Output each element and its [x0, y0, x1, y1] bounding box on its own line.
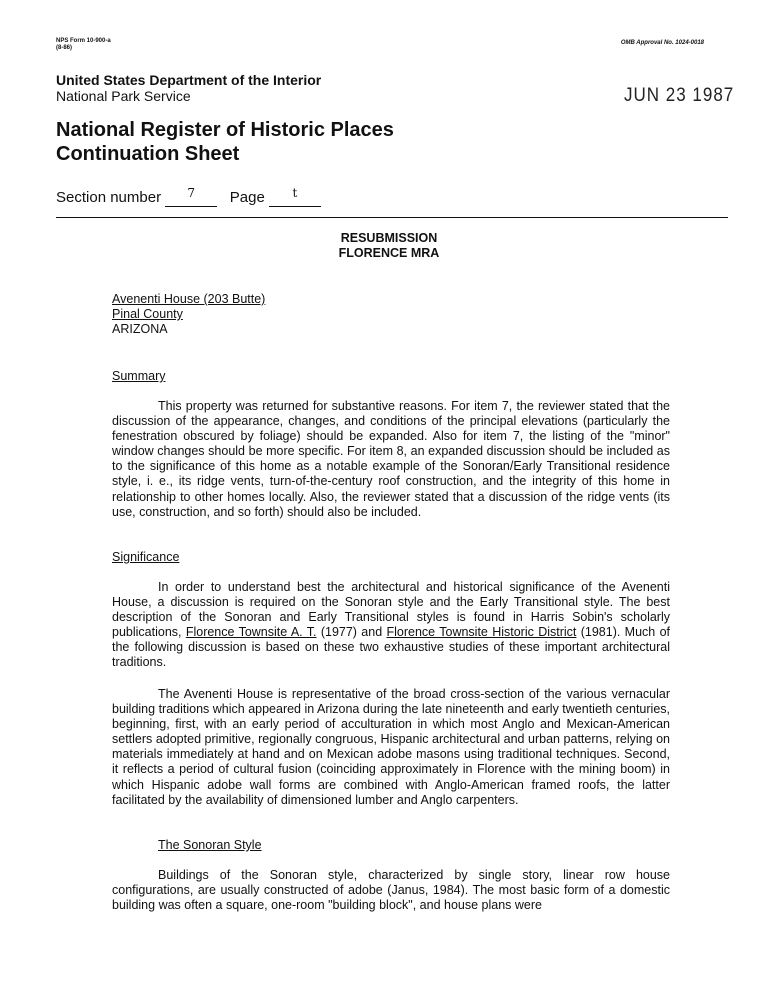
- header-rule: [56, 217, 728, 218]
- department-name: United States Department of the Interior: [56, 72, 322, 88]
- section-blank: [165, 186, 217, 207]
- resubmission-line-2: FLORENCE MRA: [338, 246, 440, 260]
- resubmission-line-1: RESUBMISSION: [340, 231, 438, 245]
- significance-paragraph-1: [112, 580, 670, 671]
- section-page-line: [56, 186, 321, 207]
- significance-paragraph-2: The Avenenti House is representative of the broad cross-section of the various vernacular building traditions which appeared in Arizona during the late nineteenth and early twentieth centuries, beginning, first, with an early period of acculturation in which most Anglo and Mexican-American settlers adopted primitive, regionally congruous, Hispanic architectural and urban patterns, relying on materials immediately at hand and on Mexican adobe masons using traditional techniques. Second, it reflects a period of cultural fusion (coinciding approximately in Florence with the mining boom) in which Hispanic adobe wall forms are combined with Anglo-American framed roofs, the latter facilitated by the availability of dimensioned lumber and Anglo carpenters.: [112, 687, 671, 807]
- property-address: [112, 292, 265, 337]
- property-state: ARIZONA: [112, 322, 168, 336]
- sig-p1-reference-2: Florence Townsite Historic District: [386, 625, 577, 640]
- sig-p1-reference-1: Florence Townsite A. T.: [185, 625, 317, 640]
- page-number-value: t: [292, 186, 298, 200]
- significance-heading: Significance: [112, 550, 180, 564]
- omb-approval: OMB Approval No. 1024-0018: [620, 40, 704, 46]
- title-line-1: National Register of Historic Places: [56, 119, 394, 141]
- property-county: Pinal County: [112, 307, 183, 321]
- sonoran-style-heading: The Sonoran Style: [158, 838, 262, 852]
- summary-heading: Summary: [112, 369, 166, 383]
- summary-paragraph: This property was returned for substantive reasons. For item 7, the reviewer stated that the discussion of the appearance, changes, and conditions of the principal elevations (particularly the fenestration obscured by foliage) should be expanded. Also for item 7, the listing of the "minor" window changes should be more specific. For item 8, an expanded discussion should be included as to the significance of this home as a notable example of the Sonoran/Early Transitional residence style, i. e., its ridge vents, turn-of-the-century roof construction, and the integrity of this home in relationship to other homes locally. Also, the reviewer stated that a discussion of the ridge vents (its use, construction, and so forth) should also be included.: [112, 399, 670, 519]
- sonoran-style-paragraph: Buildings of the Sonoran style, characterized by single story, linear row house configurations, are usually constructed of adobe (Janus, 1984). The most basic form of a domestic building was often a square, one-room "building block", and house plans were: [112, 868, 670, 913]
- sig-p1-text-c: (1981). Much of the following discussion is based on these two exhaustive studies of these important architectural traditions.: [112, 625, 671, 670]
- date-stamp: JUN 23 1987: [624, 83, 735, 106]
- form-number: NPS Form 10-900-a: [56, 38, 111, 44]
- property-name: Avenenti House (203 Butte): [112, 292, 266, 306]
- sig-p1-text-a: In order to understand best the architectural and historical significance of the Avenenti House, a discussion is required on the Sonoran style and the Early Transitional style. The best description of the Sonoran and Early Transitional styles is found in Harris Sobin's scholarly publications,: [112, 580, 670, 640]
- form-id-block: [56, 38, 111, 52]
- section-label: Section number: [56, 189, 162, 206]
- page-title: [56, 118, 394, 166]
- sig-p1-text-b: (1977) and: [316, 625, 387, 640]
- page-label: Page: [229, 189, 265, 206]
- title-line-2: Continuation Sheet: [56, 143, 240, 165]
- page-blank: [269, 186, 321, 207]
- agency-name: National Park Service: [56, 88, 191, 104]
- form-date: (8-86): [56, 45, 73, 51]
- resubmission-heading: [0, 231, 778, 261]
- section-number-value: 7: [187, 186, 196, 200]
